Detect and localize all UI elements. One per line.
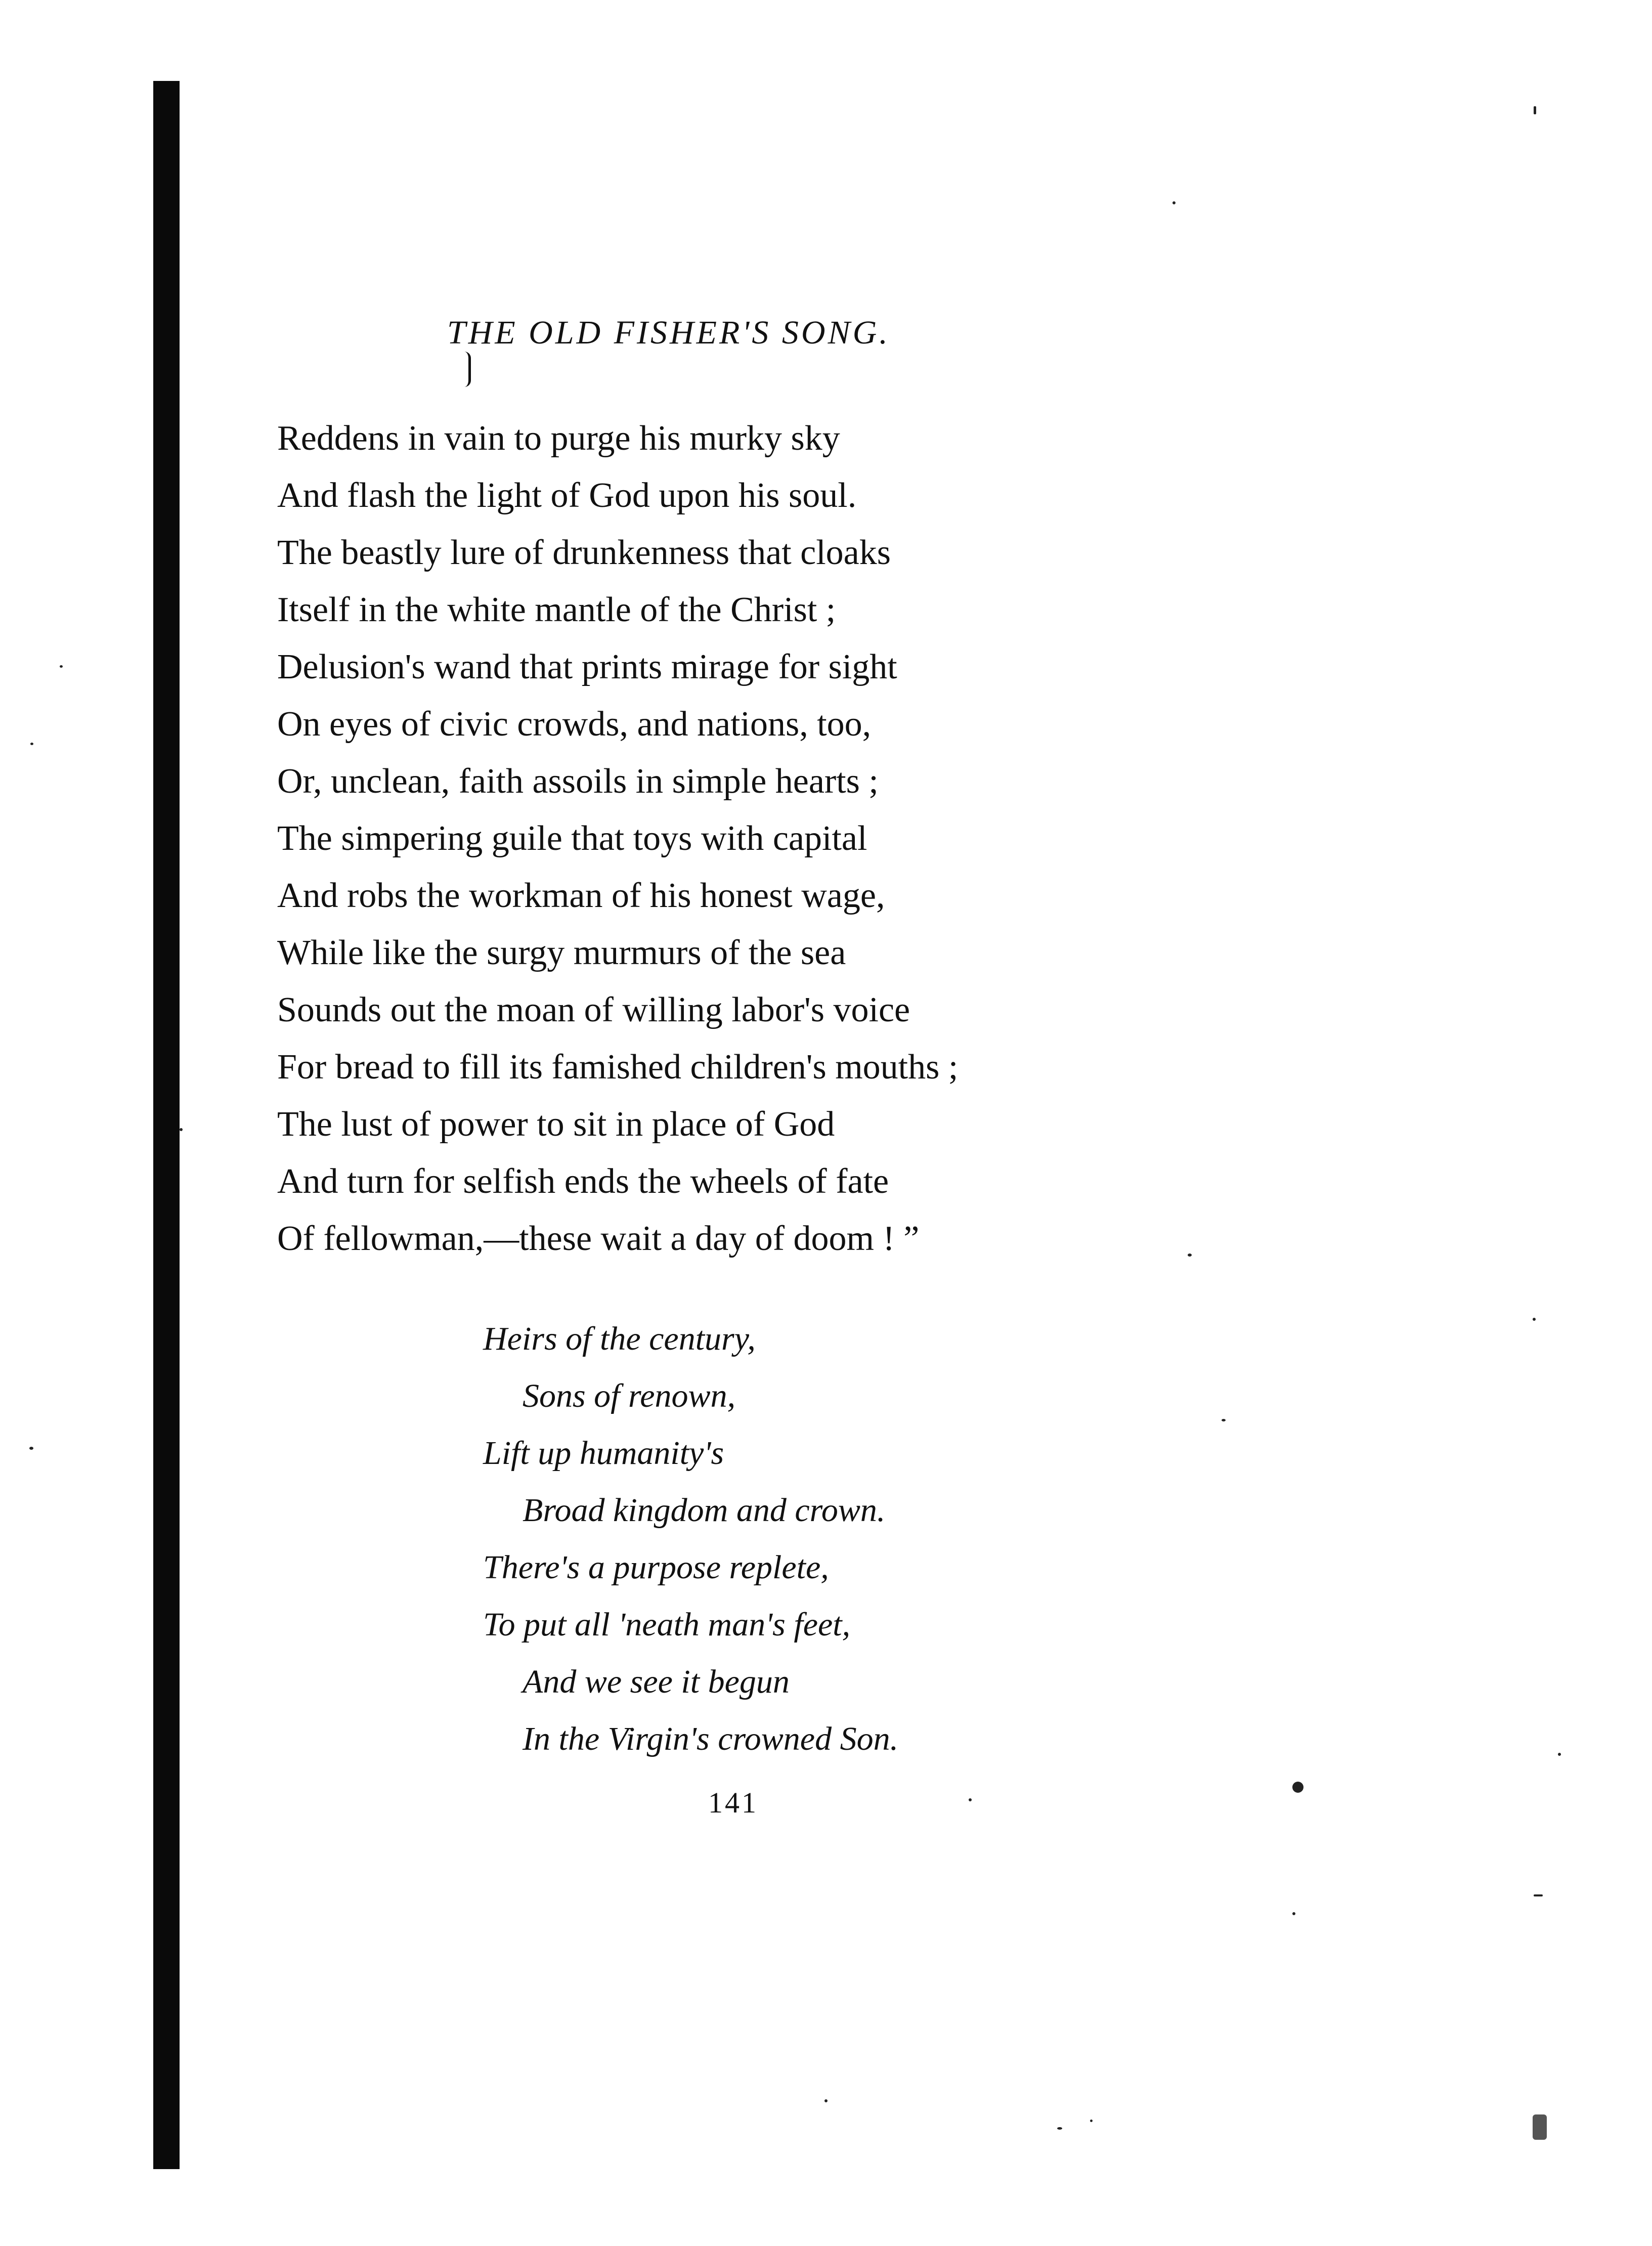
- handwritten-mark: [464, 352, 471, 387]
- scan-speck: [1090, 2120, 1093, 2122]
- verse-line: The simpering guile that toys with capital: [277, 819, 867, 858]
- scan-speck: [1533, 1318, 1536, 1321]
- verse-line: Sounds out the moan of willing labor's voice: [277, 990, 910, 1029]
- scan-speck: [1292, 1782, 1303, 1793]
- verse-line: On eyes of civic crowds, and nations, too,: [277, 705, 872, 744]
- binding-shadow: [153, 81, 180, 2169]
- chorus-line: Sons of renown,: [523, 1377, 736, 1414]
- chorus-line: In the Virgin's crowned Son.: [523, 1720, 899, 1757]
- chorus-line: Heirs of the century,: [483, 1320, 756, 1357]
- chorus-stanza: [483, 1310, 1090, 1767]
- verse-line: And turn for selfish ends the wheels of fate: [277, 1162, 889, 1201]
- verse-line: While like the surgy murmurs of the sea: [277, 933, 846, 972]
- chorus-line: Lift up humanity's: [483, 1435, 724, 1472]
- chorus-line: There's a purpose replete,: [483, 1549, 829, 1586]
- scan-speck: [1534, 1894, 1543, 1896]
- scan-speck: [1057, 2127, 1062, 2130]
- scan-speck: [1188, 1254, 1192, 1257]
- page-number: 141: [708, 1786, 758, 1819]
- scan-speck: [1558, 1753, 1561, 1756]
- running-head: THE OLD FISHER'S SONG.: [447, 314, 890, 351]
- scan-speck: [969, 1798, 972, 1801]
- chorus-line: And we see it begun: [523, 1663, 790, 1700]
- verse-line: And flash the light of God upon his soul.: [277, 476, 857, 515]
- scan-speck: [1222, 1419, 1226, 1421]
- scan-speck: [60, 665, 63, 668]
- verse-line: Itself in the white mantle of the Christ ;: [277, 590, 836, 629]
- scan-speck: [1172, 201, 1176, 204]
- verse-line: The beastly lure of drunkenness that cloaks: [277, 533, 891, 572]
- verse-line: Reddens in vain to purge his murky sky: [277, 419, 840, 458]
- scan-speck: [29, 1447, 33, 1450]
- verse-stanza: [277, 410, 1137, 1267]
- verse-line: The lust of power to sit in place of God: [277, 1105, 835, 1144]
- verse-line: Or, unclean, faith assoils in simple hearts ;: [277, 762, 879, 801]
- scan-speck: [180, 1128, 183, 1131]
- scan-speck: [1534, 106, 1536, 114]
- verse-line: And robs the workman of his honest wage,: [277, 876, 885, 915]
- scan-speck: [1292, 1912, 1295, 1915]
- scan-speck: [1533, 2114, 1547, 2140]
- scan-speck: [30, 743, 33, 745]
- verse-line: Of fellowman,—these wait a day of doom ! ”: [277, 1219, 920, 1258]
- scan-speck: [824, 2099, 828, 2102]
- chorus-line: Broad kingdom and crown.: [523, 1492, 886, 1529]
- verse-line: For bread to fill its famished children's mouths ;: [277, 1048, 959, 1087]
- chorus-line: To put all 'neath man's feet,: [483, 1606, 851, 1643]
- verse-line: Delusion's wand that prints mirage for sight: [277, 647, 897, 686]
